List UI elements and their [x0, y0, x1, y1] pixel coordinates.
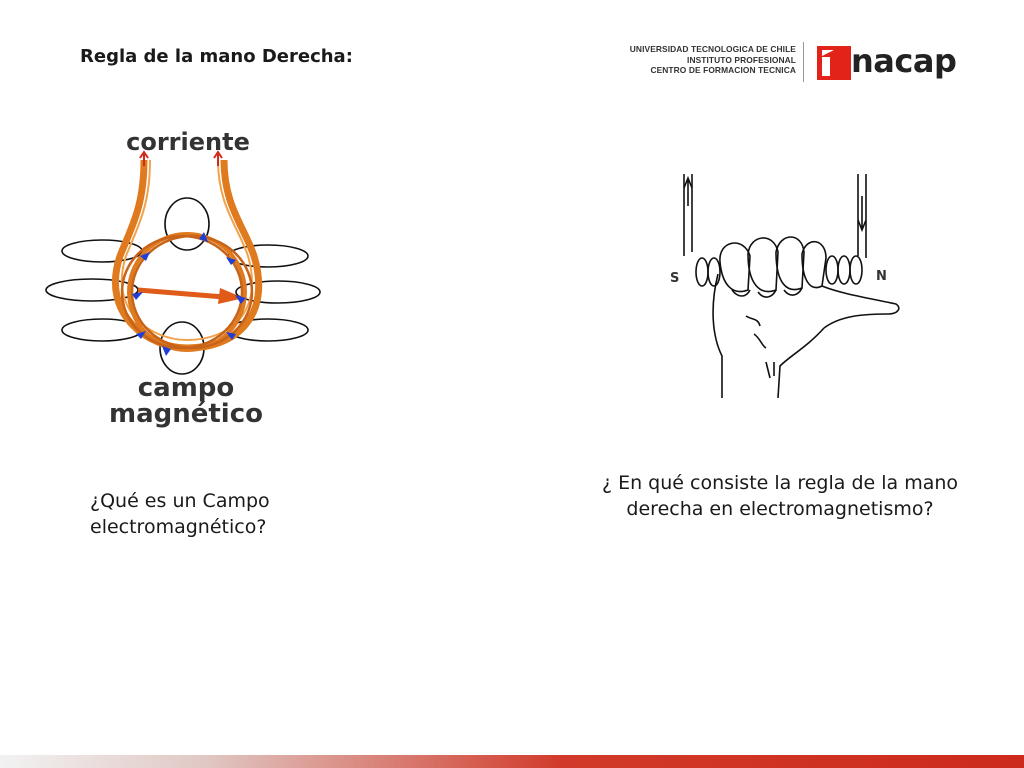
palm-right-edge — [778, 328, 824, 398]
palm-crease-1 — [746, 316, 760, 326]
thumb — [822, 286, 899, 328]
wrist-crease-1 — [766, 362, 770, 378]
hand-drawing — [684, 174, 899, 398]
logo-wordmark: nacap — [851, 42, 957, 80]
coil-loop-4 — [838, 256, 850, 284]
right-hand-coil-figure — [662, 166, 902, 402]
institution-line-1: UNIVERSIDAD TECNOLOGICA DE CHILE — [629, 44, 796, 54]
institution-logo — [620, 42, 970, 88]
palm-left-edge — [713, 274, 722, 398]
inacap-logo-mark-icon — [817, 46, 851, 80]
central-field-arrow-shaft — [138, 290, 224, 297]
current-arrow-up-icon — [684, 178, 692, 206]
field-line-right-top — [228, 245, 308, 267]
institution-line-3: CENTRO DE FORMACION TECNICA — [650, 65, 796, 75]
finger-little — [802, 242, 826, 288]
label-field-1: campo — [137, 373, 235, 403]
finger-middle — [748, 238, 778, 292]
label-current: corriente — [126, 128, 250, 156]
slide-title: Regla de la mano Derecha: — [80, 46, 353, 67]
palm-crease-2 — [754, 334, 766, 348]
current-loop-magnetic-field-figure — [40, 126, 332, 432]
coil-loop-2 — [708, 258, 720, 286]
finger-ring — [776, 237, 804, 290]
current-arrow-down-icon — [858, 196, 866, 230]
institution-line-2: INSTITUTO PROFESIONAL — [687, 54, 796, 65]
question-electromagnetic-field: ¿Qué es un Campo electromagnético? — [90, 490, 270, 538]
label-south: S — [670, 271, 680, 286]
finger-index — [720, 243, 750, 292]
wire-loop — [115, 160, 258, 350]
coil-loop-3 — [826, 256, 838, 284]
field-line-right-middle — [236, 281, 320, 303]
field-line-left-top — [62, 240, 142, 262]
field-line-top — [165, 198, 209, 250]
coil-loop-1 — [696, 258, 708, 286]
footer-accent-bar — [0, 755, 1024, 768]
logo-divider — [803, 42, 804, 82]
label-field-2: magnético — [108, 399, 264, 429]
question-right-hand-rule: ¿ En qué consiste la regla de la mano derecha en electromagnetismo? — [601, 472, 959, 520]
coil-loop-5 — [850, 256, 862, 284]
institution-name — [620, 44, 796, 76]
label-north: N — [876, 269, 887, 284]
